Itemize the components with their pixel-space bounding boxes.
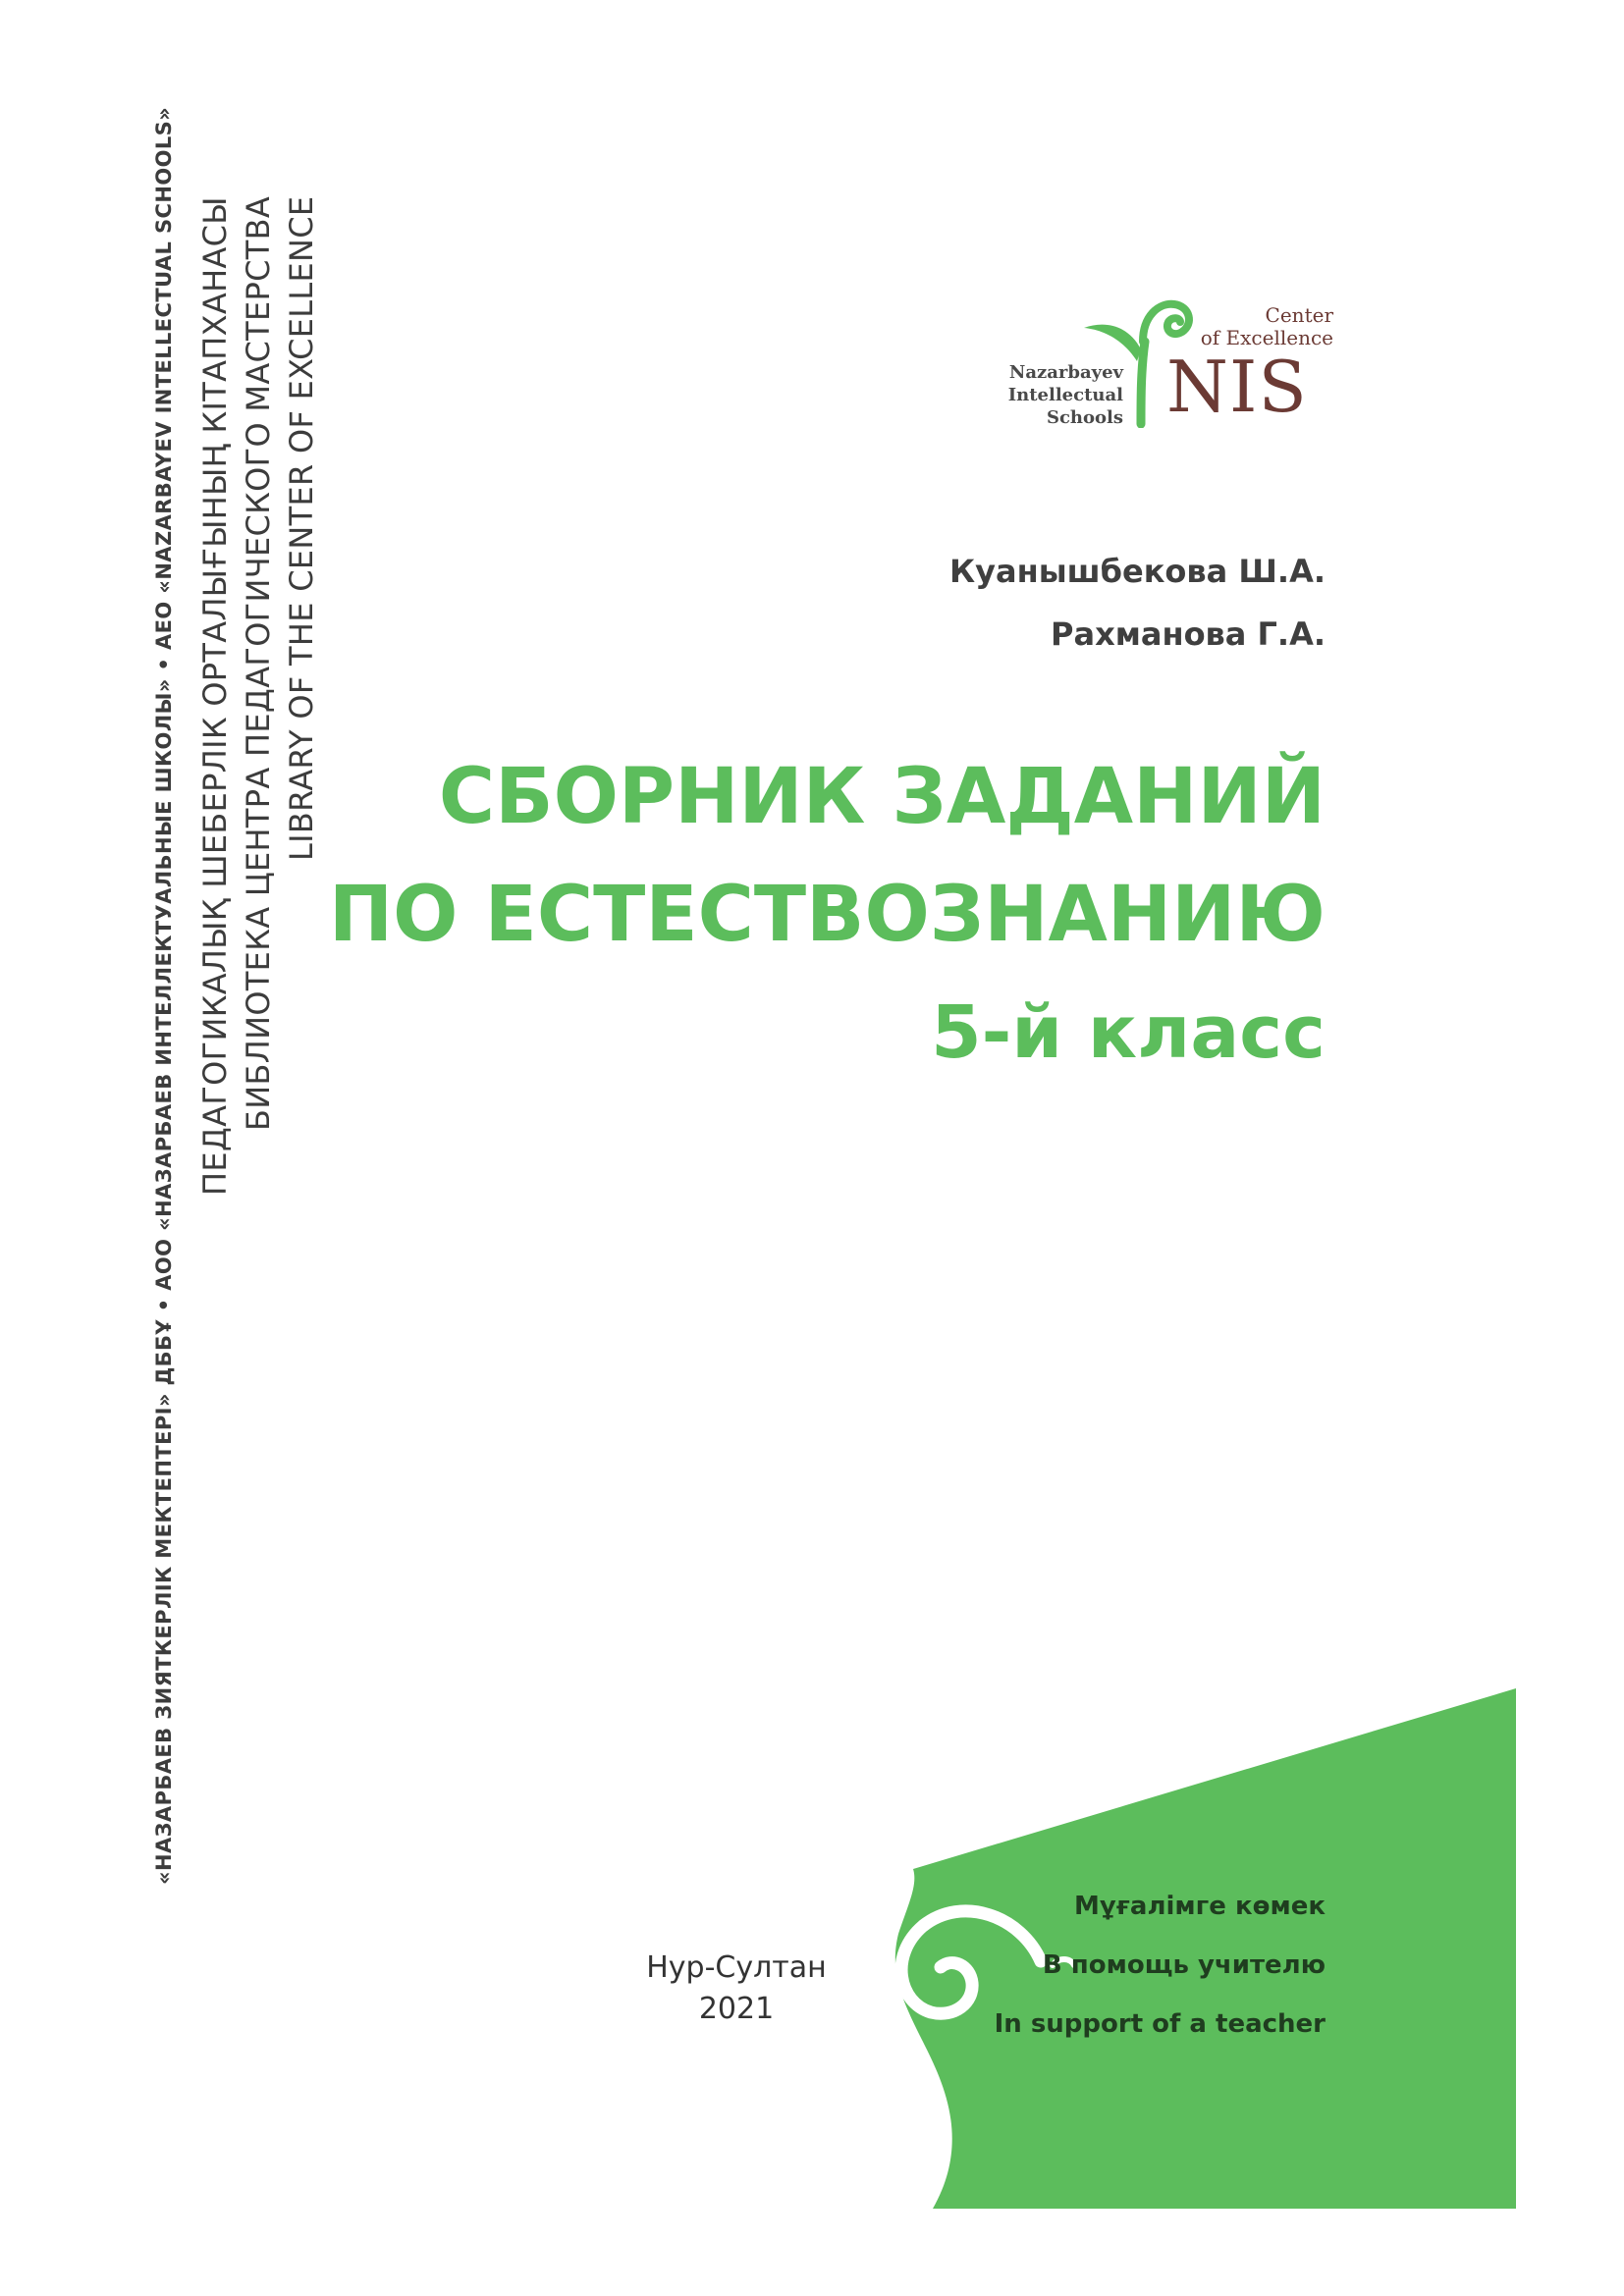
author-1: Куанышбекова Ш.А. (949, 553, 1326, 590)
logo-school-name: Nazarbayev Intellectual Schools (1007, 362, 1123, 428)
title-line-2: ПО ЕСТЕСТВОЗНАНИЮ (328, 871, 1326, 959)
title-grade: 5-й класс (931, 990, 1326, 1075)
logo-center-of-excellence: Center of Excellence (1200, 303, 1333, 349)
series-english: In support of a teacher (994, 2009, 1326, 2039)
author-2: Рахманова Г.А. (1051, 615, 1326, 653)
imprint-year: 2021 (698, 1992, 775, 2026)
series-label (995, 1877, 1326, 2054)
title-line-1: СБОРНИК ЗАДАНИЙ (438, 753, 1326, 841)
spine-line-russian: БИБЛИОТЕКА ЦЕНТРА ПЕДАГОГИЧЕСКОГО МАСТЕРСТВА (240, 196, 277, 1132)
spine-line-kazakh: ПЕДАГОГИКАЛЫҚ ШЕБЕРЛІК ОРТАЛЫҒЫНЫҢ КІТАПХАНАСЫ (196, 196, 234, 1196)
imprint-city: Нур-Султан (646, 1950, 827, 1985)
series-russian: В помощь учителю (1042, 1950, 1326, 1980)
logo-nis-wordmark: NIS (1166, 346, 1308, 428)
spine-line-organizations: «НАЗАРБАЕВ ЗИЯТКЕРЛІК МЕКТЕПТЕРІ» ДББҰ • АОО «НАЗАРБАЕВ ИНТЕЛЛЕКТУАЛЬНЫЕ ШКОЛЫ» • АЕО «NAZARBAYEV INTELLECTUAL SCHOOLS» (152, 106, 176, 1885)
series-kazakh: Мұғалімге көмек (1073, 1892, 1326, 1921)
spine-line-english: LIBRARY OF THE CENTER OF EXCELLENCE (283, 196, 320, 862)
